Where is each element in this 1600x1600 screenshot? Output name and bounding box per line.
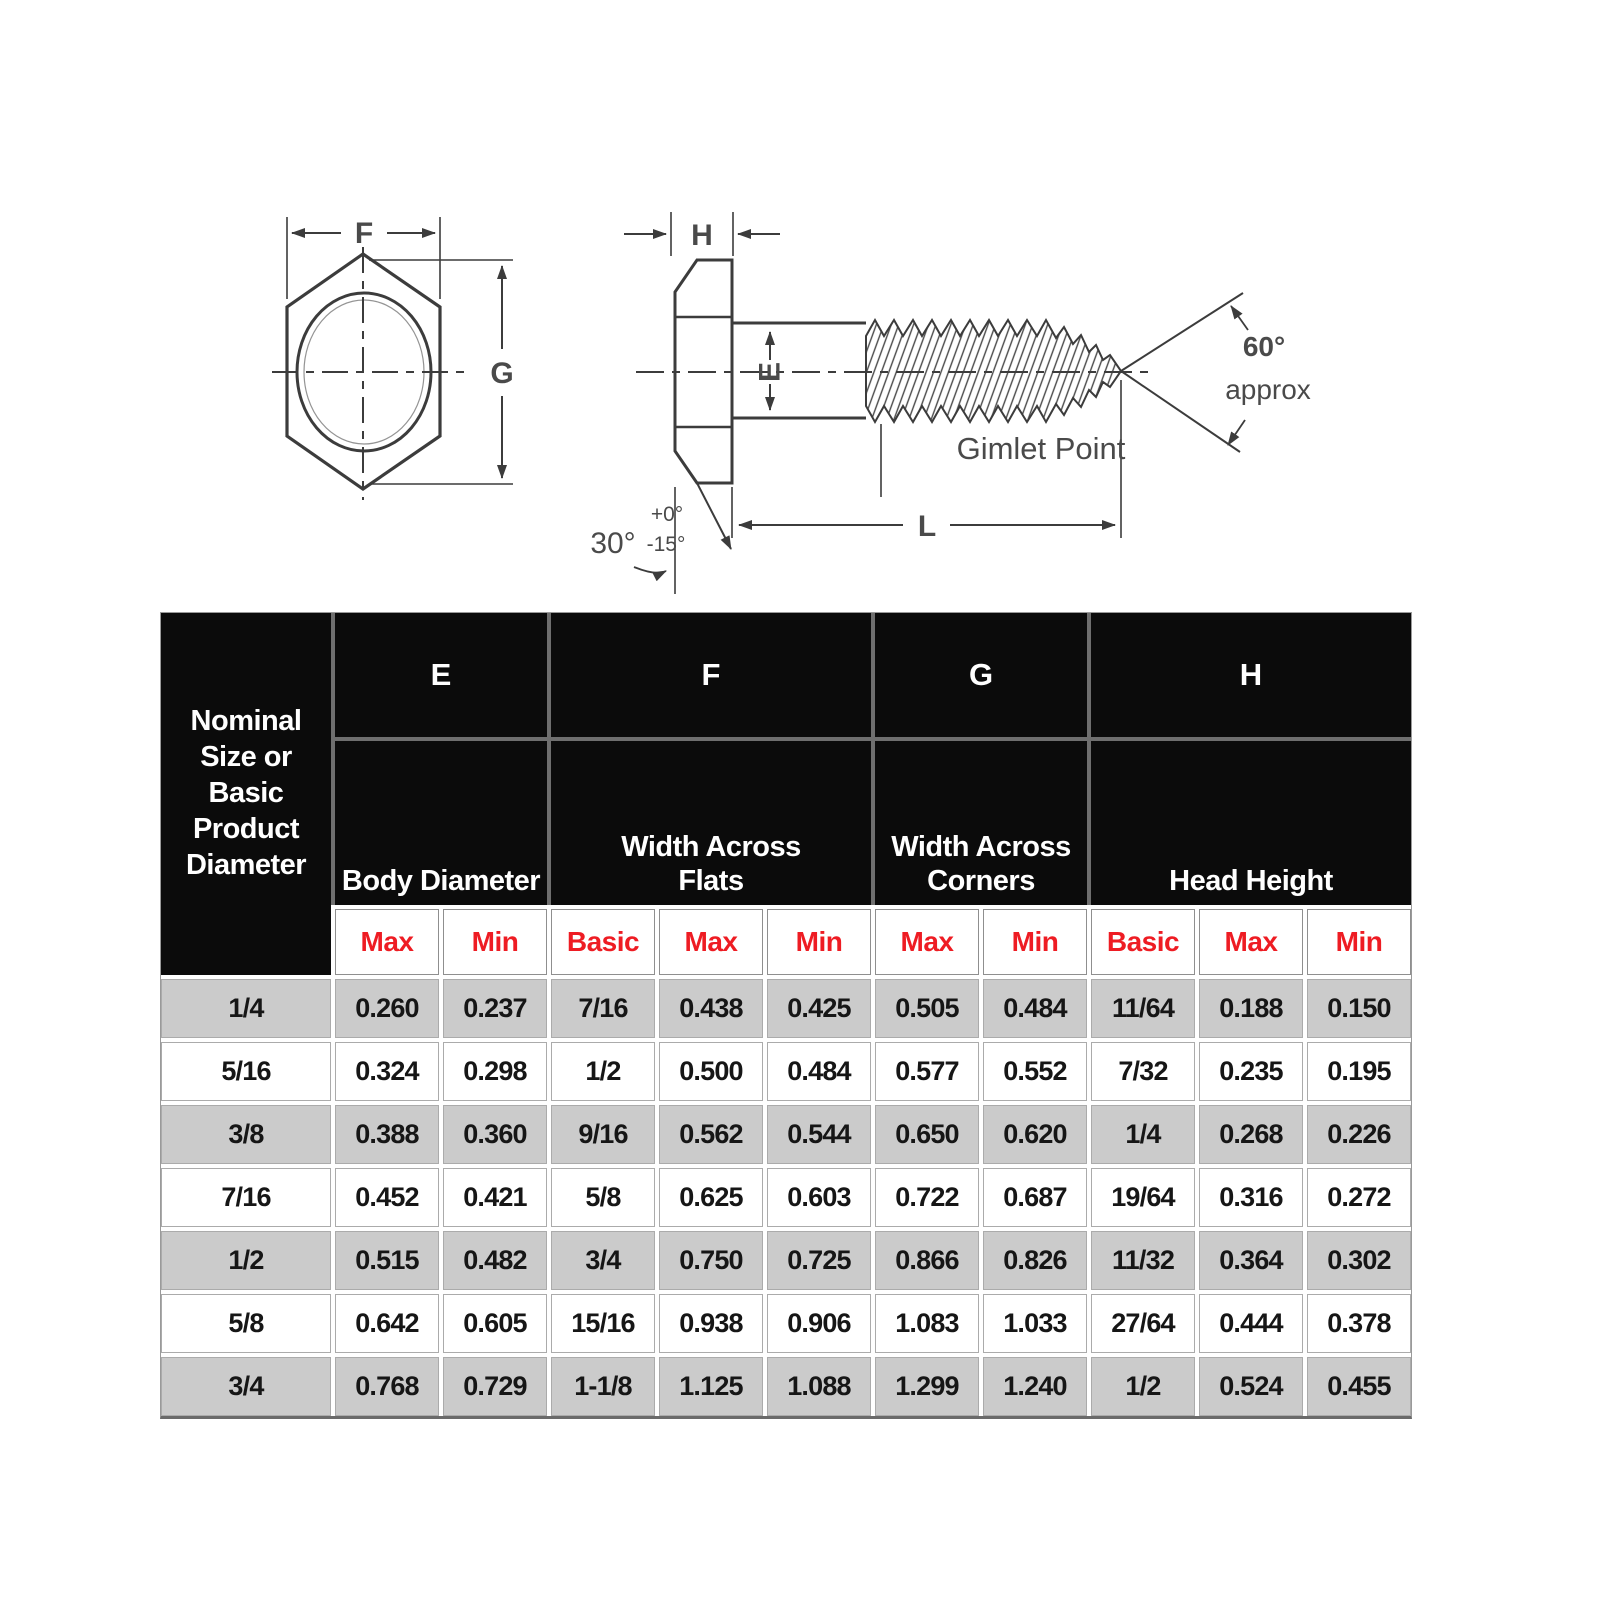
chamfer-tolerance-minus: -15° [646,533,686,556]
value-cell: 0.620 [983,1105,1087,1164]
value-cell: 27/64 [1091,1294,1195,1353]
group-name-cell-label: Body Diameter [341,864,541,897]
value-cell: 0.725 [767,1231,871,1290]
group-letter-cell: H [1091,613,1411,737]
value-cell: 0.482 [443,1231,547,1290]
value-cell: 0.650 [875,1105,979,1164]
subheader-cell: Basic [551,909,655,975]
size-cell: 7/16 [161,1168,331,1227]
point-angle-line-lower [1121,371,1240,452]
subheader-cell: Max [875,909,979,975]
value-cell: 1.083 [875,1294,979,1353]
value-cell: 0.364 [1199,1231,1303,1290]
value-cell: 0.552 [983,1042,1087,1101]
point-angle-line-upper [1121,293,1243,371]
dim-label-e: E [753,361,787,383]
chamfer-leader-arrow [634,567,666,573]
value-cell: 15/16 [551,1294,655,1353]
group-name-cell [1091,741,1411,905]
value-cell: 0.455 [1307,1357,1411,1416]
size-cell: 1/2 [161,1231,331,1290]
chamfer-angle-label: 30° [590,527,636,560]
technical-drawing [0,0,1600,606]
value-cell: 0.603 [767,1168,871,1227]
subheader-cell: Min [767,909,871,975]
value-cell: 0.360 [443,1105,547,1164]
value-cell: 0.768 [335,1357,439,1416]
dim-label-g: G [490,357,514,390]
value-cell: 1.125 [659,1357,763,1416]
value-cell: 11/32 [1091,1231,1195,1290]
value-cell: 0.722 [875,1168,979,1227]
group-name-cell-label: Width Across Flats [621,830,801,897]
value-cell: 0.500 [659,1042,763,1101]
dim-label-h: H [691,219,713,252]
value-cell: 0.562 [659,1105,763,1164]
value-cell: 0.906 [767,1294,871,1353]
value-cell: 7/16 [551,979,655,1038]
value-cell: 0.484 [767,1042,871,1101]
value-cell: 0.687 [983,1168,1087,1227]
value-cell: 7/32 [1091,1042,1195,1101]
group-letter-cell: G [875,613,1087,737]
corner-header-cell: Nominal Size or Basic Product Diameter [161,613,331,975]
value-cell: 1/2 [1091,1357,1195,1416]
group-name-cell-label: Head Height [1169,864,1333,897]
subheader-cell: Min [983,909,1087,975]
size-cell: 3/8 [161,1105,331,1164]
value-cell: 0.866 [875,1231,979,1290]
chamfer-angle-line [697,483,731,549]
value-cell: 0.577 [875,1042,979,1101]
group-letter-cell: E [335,613,547,737]
value-cell: 0.505 [875,979,979,1038]
dim-label-l: L [917,510,937,543]
value-cell: 0.515 [335,1231,439,1290]
value-cell: 0.226 [1307,1105,1411,1164]
value-cell: 3/4 [551,1231,655,1290]
subheader-cell: Min [443,909,547,975]
gimlet-point-label: Gimlet Point [956,431,1126,466]
value-cell: 0.421 [443,1168,547,1227]
value-cell: 19/64 [1091,1168,1195,1227]
value-cell: 1/4 [1091,1105,1195,1164]
group-letter-cell: F [551,613,871,737]
point-angle-leader-upper [1231,306,1248,330]
hex-head-front-view [272,217,513,500]
value-cell: 0.425 [767,979,871,1038]
value-cell: 0.195 [1307,1042,1411,1101]
spec-table [160,612,1412,1419]
value-cell: 0.625 [659,1168,763,1227]
value-cell: 0.484 [983,979,1087,1038]
value-cell: 0.388 [335,1105,439,1164]
value-cell: 0.642 [335,1294,439,1353]
value-cell: 11/64 [1091,979,1195,1038]
value-cell: 0.302 [1307,1231,1411,1290]
value-cell: 0.524 [1199,1357,1303,1416]
group-name-cell [335,741,547,905]
value-cell: 1.033 [983,1294,1087,1353]
group-name-cell [551,741,871,905]
value-cell: 1-1/8 [551,1357,655,1416]
point-angle-note: approx [1225,374,1311,405]
value-cell: 1.299 [875,1357,979,1416]
value-cell: 1.088 [767,1357,871,1416]
subheader-cell: Max [335,909,439,975]
group-name-cell [875,741,1087,905]
value-cell: 0.750 [659,1231,763,1290]
size-cell: 5/16 [161,1042,331,1101]
subheader-cell: Max [659,909,763,975]
value-cell: 0.729 [443,1357,547,1416]
value-cell: 0.272 [1307,1168,1411,1227]
subheader-cell: Basic [1091,909,1195,975]
subheader-cell: Min [1307,909,1411,975]
value-cell: 0.378 [1307,1294,1411,1353]
value-cell: 0.235 [1199,1042,1303,1101]
value-cell: 0.316 [1199,1168,1303,1227]
size-cell: 3/4 [161,1357,331,1416]
size-cell: 1/4 [161,979,331,1038]
value-cell: 0.444 [1199,1294,1303,1353]
chamfer-tolerance-plus: +0° [650,503,684,526]
value-cell: 0.237 [443,979,547,1038]
value-cell: 9/16 [551,1105,655,1164]
size-cell: 5/8 [161,1294,331,1353]
value-cell: 0.826 [983,1231,1087,1290]
value-cell: 0.150 [1307,979,1411,1038]
dim-label-f: F [354,217,374,250]
value-cell: 0.188 [1199,979,1303,1038]
value-cell: 1.240 [983,1357,1087,1416]
point-angle-leader-lower [1228,420,1245,445]
value-cell: 0.605 [443,1294,547,1353]
group-name-cell-label: Width Across Corners [891,830,1071,897]
value-cell: 5/8 [551,1168,655,1227]
value-cell: 0.452 [335,1168,439,1227]
value-cell: 0.268 [1199,1105,1303,1164]
value-cell: 0.324 [335,1042,439,1101]
value-cell: 0.544 [767,1105,871,1164]
value-cell: 0.298 [443,1042,547,1101]
value-cell: 1/2 [551,1042,655,1101]
point-angle-label: 60° [1242,331,1286,362]
subheader-cell: Max [1199,909,1303,975]
value-cell: 0.938 [659,1294,763,1353]
value-cell: 0.438 [659,979,763,1038]
value-cell: 0.260 [335,979,439,1038]
